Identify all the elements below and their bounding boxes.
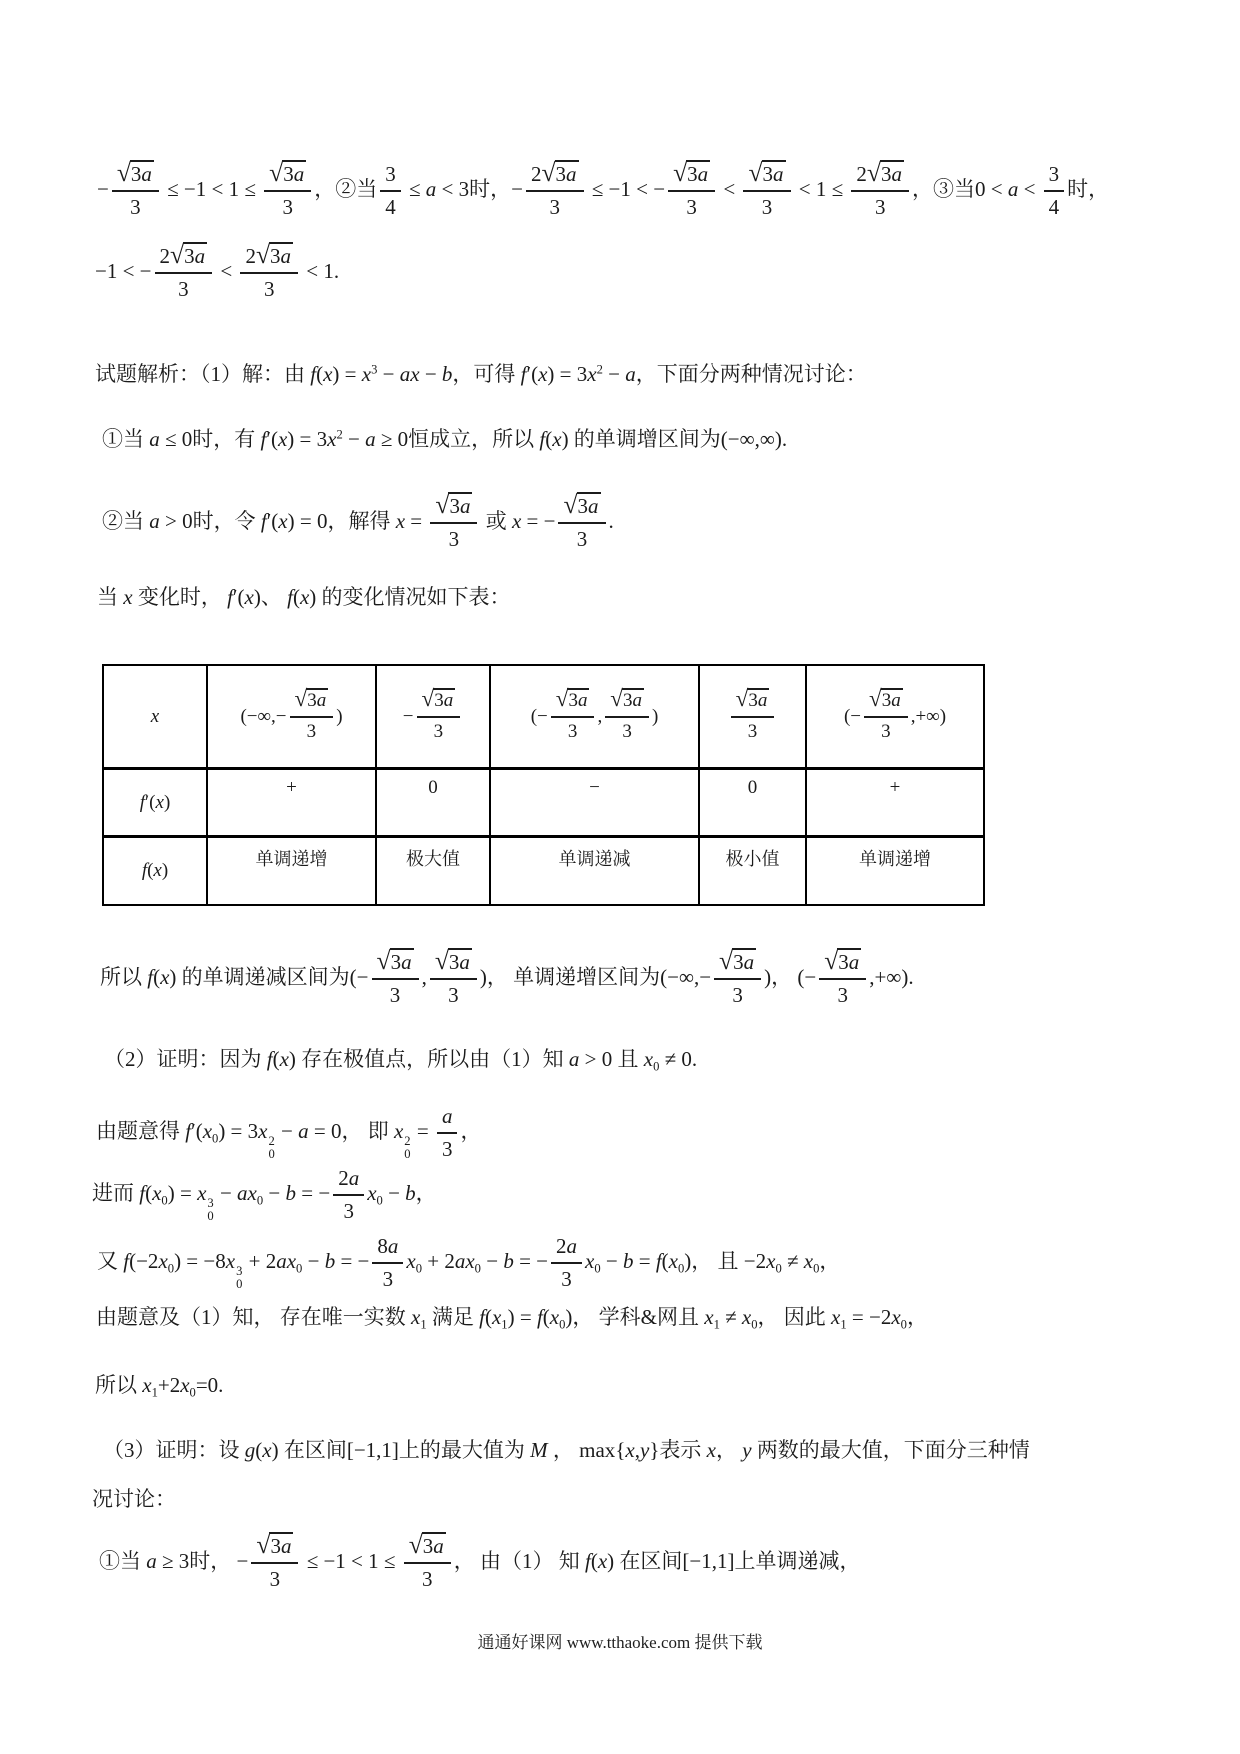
part2-conclusion-line: 所以 $x_1+2x_0=0$. <box>95 1373 224 1400</box>
table-cell: − $\frac{√3a}{3}$ <box>377 666 491 770</box>
table-cell: 0 <box>377 770 491 838</box>
table-row-label: x <box>104 666 208 770</box>
table-cell: $\frac{√3a}{3}$ <box>700 666 807 770</box>
table-cell: 单调递增 <box>859 849 931 869</box>
variation-table-intro: 当 x 变化时， f′(x)、 f(x) 的变化情况如下表： <box>97 585 511 609</box>
table-cell: 0 <box>700 770 807 838</box>
footer-text: 通通好课网 www.tthaoke.com 提供下载 <box>477 1633 763 1652</box>
table-cell: 单调递减 <box>491 838 700 904</box>
table-cell: 极大值 <box>377 838 491 904</box>
part2-fx0-expansion: 进而 $f(x_0) = x$ 3 0 − $ax_0 - b$ = − $\frac{2a}{3}$ $x_0 - b$， <box>92 1166 437 1224</box>
table-cell: (−∞,− $\frac{√3a}{3}$ ) <box>208 666 377 770</box>
table-row-label: f′(x) <box>104 770 208 838</box>
part1-case1-line: ①当 a ≤ 0时，有 $f'(x) = 3x^2 - a \ge 0$恒成立，所以 f(x) 的单调增区间为(−∞,∞). <box>102 427 788 451</box>
table-cell: + <box>807 770 983 838</box>
table-cell: − <box>491 770 700 838</box>
table-cell: 单调递增 <box>208 838 377 904</box>
part2-unique-x1-line: 由题意及（1）知， 存在唯一实数 $x_1$ 满足 $f(x_1) = f(x_0)$， 学科&网且 $x_1 \ne x_0$， 因此 $x_1 = -2x_0$， <box>96 1305 928 1332</box>
part2-f-neg2x0-identity: 又 $f(-2x_0) = -8x$ 3 0 + $2ax_0 - b$ = − $\frac{8a}{3}$ $x_0 + 2ax_0 - b$ = − $\frac{2a}{3}$ $x_0 - b = f(x_0)$， 且 $-2x_0 \ne x_0$， <box>97 1234 841 1292</box>
variation-table <box>102 664 985 906</box>
part3-proof-setup-cont: 况讨论： <box>92 1487 176 1511</box>
table-cell: (− $\frac{√3a}{3}$ ,+∞) <box>807 666 983 770</box>
case2-case3-inequality-line: − $\frac{√3a}{3}$ ≤ −1 < 1 ≤ $\frac{√3a}{3}$ ，②当 $\frac{3}{4}$ ≤ a < 3时，− $\frac{2√3a}{3}$ ≤ −1 < − $\frac{√3a}{3}$ < $\frac{√3a}{3}$ < 1 ≤ $\frac{2√3a}{3}$ ，③当0 < a < $\frac{3}{4}$ 时， <box>97 158 1110 220</box>
table-cell: + <box>208 770 377 838</box>
table-cell: 极小值 <box>700 838 807 904</box>
part2-proof-intro: （2）证明：因为 f(x) 存在极值点，所以由（1）知 a > 0 且 $x_0 \ne 0$. <box>104 1047 698 1074</box>
footer <box>0 1628 1240 1653</box>
part2-derivative-equation: 由题意得 $f'(x_0) = 3x$ 2 0 − a = 0， 即 x 2 0 = $\frac{a}{3}$ ， <box>96 1104 482 1162</box>
part1-solution-intro: 试题解析：（1）解：由 $f(x) = x^3$ − ax − b，可得 $f'(x) = 3x^2 - a$，下面分两种情况讨论： <box>95 362 867 386</box>
part3-case1-line: ①当 a ≥ 3时， − $\frac{√3a}{3}$ ≤ −1 < 1 ≤ $\frac{√3a}{3}$ ， 由（1） 知 f(x) 在区间[−1,1]上单调递减， <box>99 1530 861 1592</box>
table-cell: (− $\frac{√3a}{3}$ , $\frac{√3a}{3}$ ) <box>491 666 700 770</box>
part1-case2-line: ②当 a > 0时，令 f′(x) = 0，解得 x = $\frac{√3a}{3}$ 或 x = − $\frac{√3a}{3}$ . <box>102 490 614 552</box>
part1-conclusion-line: 所以 f(x) 的单调递减区间为(− $\frac{√3a}{3}$ , $\frac{√3a}{3}$ )， 单调递增区间为(−∞,− $\frac{√3a}{3}$ )， (− $\frac{√3a}{3}$ ,+∞). <box>100 946 914 1008</box>
case3-inequality-line: −1 < − $\frac{2√3a}{3}$ < $\frac{2√3a}{3}$ < 1. <box>95 240 340 302</box>
table-row-label: f(x) <box>104 838 208 904</box>
part3-proof-setup: （3）证明：设 g(x) 在区间[−1,1]上的最大值为 M ， max{x,y}表示 x， y 两数的最大值，下面分三种情 <box>103 1438 1030 1462</box>
